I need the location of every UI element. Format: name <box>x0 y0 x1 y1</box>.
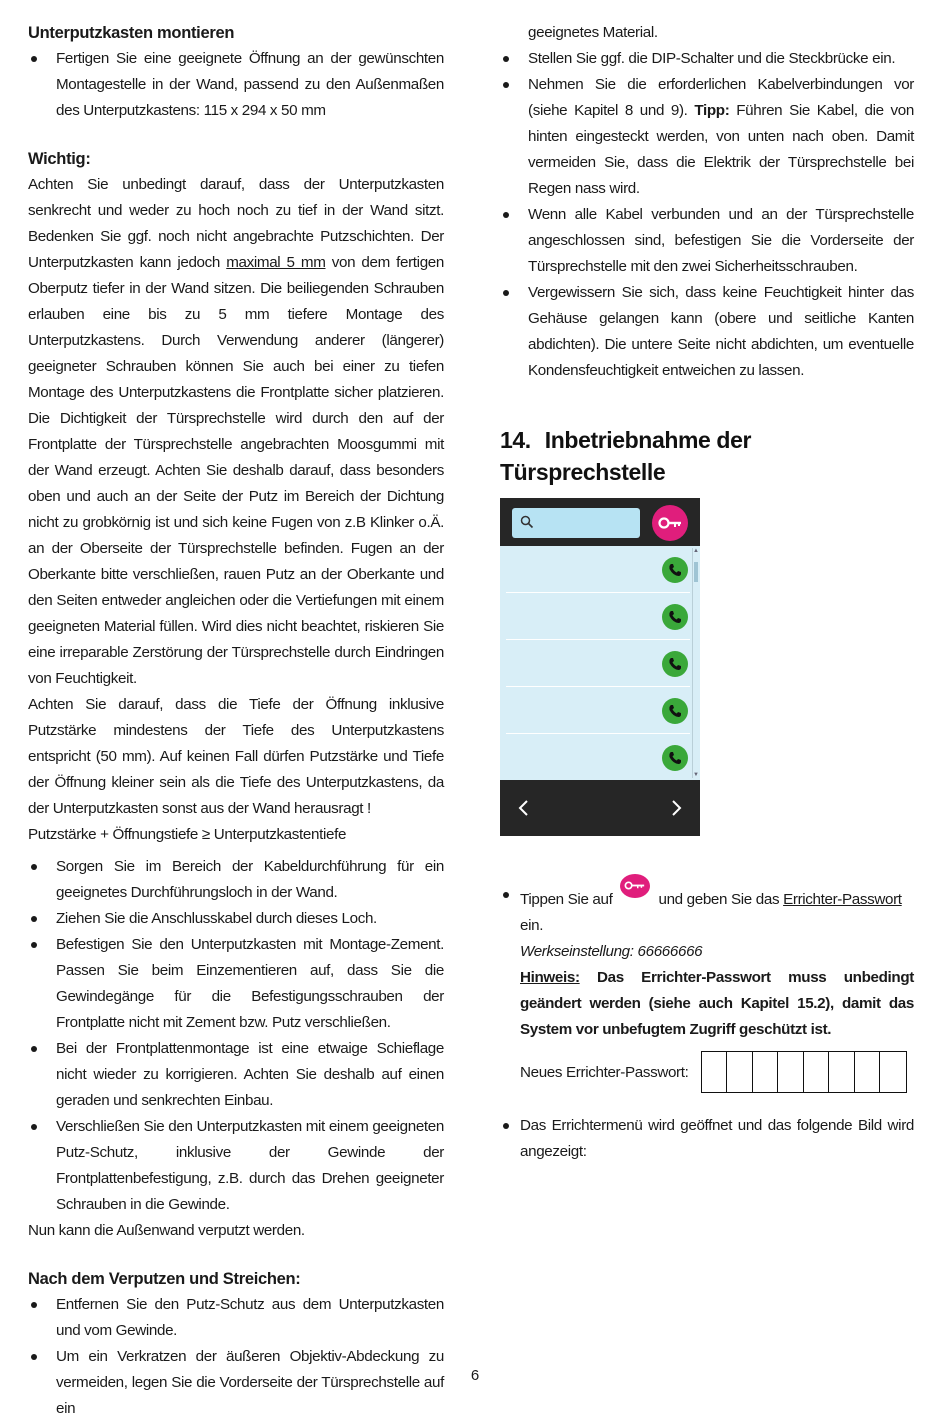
list-scrollbar[interactable] <box>692 548 699 778</box>
after-plaster-list <box>28 1292 444 1422</box>
important-heading: Wichtig: <box>28 150 91 168</box>
list-item: Das Errichtermenü wird geöffnet und das folgende Bild wird angezeigt: <box>500 1113 914 1165</box>
call-button[interactable] <box>662 698 688 724</box>
list-item: Befestigen Sie den Unterputzkasten mit Montage-Zement. Passen Sie beim Einzementieren auf, dass Sie die Gewindegänge für die Befestigungsschrauben der Frontplatte nicht mit Zement bzw. Putz verschließen. <box>28 932 444 1036</box>
list-item: Tippen Sie auf und geben Sie das Errichter-Passwort ein. Werkseinstellung: 66666666 Hinweis: Das Errichter-Passwort muss unbedingt geändert werden (siehe auch Kapitel 15.2), damit das System vor unbefugtem Zugriff geschützt ist. <box>500 882 914 1043</box>
installer-key-button[interactable] <box>652 505 688 541</box>
call-button[interactable] <box>662 604 688 630</box>
list-item: Ziehen Sie die Anschlusskabel durch dieses Loch. <box>28 906 444 932</box>
factory-setting: Werkseinstellung: 66666666 <box>520 943 703 960</box>
continuation-text: geeignetes Material. <box>528 24 658 41</box>
new-password-label: Neues Errichter-Passwort: <box>520 1063 689 1081</box>
phone-call-icon <box>668 563 682 577</box>
list-entry[interactable] <box>506 593 690 640</box>
mount-list <box>28 46 444 124</box>
list-item: Entfernen Sie den Putz-Schutz aus dem Unterputzkasten und vom Gewinde. <box>28 1292 444 1344</box>
scroll-thumb[interactable] <box>694 562 698 582</box>
depth-paragraph: Achten Sie darauf, dass die Tiefe der Öffnung inklusive Putzstärke mindestens der Tiefe des Unterputzkastens entspricht (50 mm). Auf keinen Fall dürfen Putzstärke und Tiefe der Öffnung kleiner sein als die Tiefe des Unterputzkastens, da der Unterputzkasten sonst aus der Wand herausragt ! <box>28 696 444 817</box>
section-heading-mount: Unterputzkasten montieren <box>28 24 235 42</box>
password-digit-box[interactable] <box>855 1052 881 1092</box>
scroll-up-icon[interactable]: ▲ <box>693 548 699 554</box>
search-icon <box>520 515 534 529</box>
password-digit-box[interactable] <box>702 1052 728 1092</box>
list-item: Nehmen Sie die erforderlichen Kabelverbindungen vor (siehe Kapitel 8 und 9). Tipp: Führen Sie Kabel, die von hinten eingesteckt werden, von unten nach oben. Damit vermeiden Sie, dass die Elektrik der Türsprechstelle bei Regen nass wird. <box>500 72 914 202</box>
page-number: 6 <box>470 1367 480 1384</box>
password-digit-box[interactable] <box>727 1052 753 1092</box>
menu-open-list <box>500 1113 914 1165</box>
chapter-heading: 14. Inbetriebnahme der Türsprechstelle <box>500 427 752 485</box>
password-digit-box[interactable] <box>778 1052 804 1092</box>
depth-formula: Putzstärke + Öffnungstiefe ≥ Unterputzkastentiefe <box>28 826 347 843</box>
list-item: Sorgen Sie im Bereich der Kabeldurchführung für ein geeignetes Durchführungsloch in der Wand. <box>28 854 444 906</box>
list-item: Vergewissern Sie sich, dass keine Feuchtigkeit hinter das Gehäuse gelangen kann (obere und seitliche Kanten abdichten). Die untere Seite nicht abdichten, um eventuelle Kondensfeuchtigkeit entweichen zu lassen. <box>500 280 914 384</box>
list-entry[interactable] <box>506 640 690 687</box>
connection-list <box>500 46 914 384</box>
key-icon <box>658 514 682 532</box>
right-column <box>500 20 914 1165</box>
list-item: Stellen Sie ggf. die DIP-Schalter und die Steckbrücke ein. <box>500 46 914 72</box>
chevron-right-icon[interactable] <box>666 796 686 820</box>
hint-text: Hinweis: Das Errichter-Passwort muss unbedingt geändert werden (siehe auch Kapitel 15.2), damit das System vor unbefugtem Zugriff geschützt ist. <box>520 969 914 1038</box>
new-password-field[interactable] <box>701 1051 907 1093</box>
password-digit-box[interactable] <box>829 1052 855 1092</box>
list-item: Verschließen Sie den Unterputzkasten mit einem geeigneten Putz-Schutz, inklusive der Gewinde der Frontplattenbefestigung, z.B. durch das Drehen geeigneter Schrauben in die Gewinde. <box>28 1114 444 1218</box>
list-entry[interactable] <box>506 687 690 734</box>
search-field[interactable] <box>512 508 640 538</box>
password-digit-box[interactable] <box>753 1052 779 1092</box>
list-entry[interactable] <box>506 546 690 593</box>
list-item: Fertigen Sie eine geeignete Öffnung an der gewünschten Montagestelle in der Wand, passend zu den Außenmaßen des Unterputzkastens: 115 x 294 x 50 mm <box>28 46 444 124</box>
password-digit-box[interactable] <box>804 1052 830 1092</box>
new-password-row <box>500 1051 914 1093</box>
list-item: Wenn alle Kabel verbunden und an der Türsprechstelle angeschlossen sind, befestigen Sie die Vorderseite der Türsprechstelle mit den zwei Sicherheitsschrauben. <box>500 202 914 280</box>
phone-call-icon <box>668 610 682 624</box>
call-button[interactable] <box>662 745 688 771</box>
list-item: Bei der Frontplattenmontage ist eine etwaige Schieflage nicht wieder zu korrigieren. Achten Sie deshalb auf einen geraden und senkrechten Einbau. <box>28 1036 444 1114</box>
section-heading-after-plaster: Nach dem Verputzen und Streichen: <box>28 1270 301 1288</box>
screen-header <box>500 498 700 546</box>
contact-list <box>500 546 700 780</box>
call-button[interactable] <box>662 557 688 583</box>
errichter-password-term: Errichter-Passwort <box>783 891 902 908</box>
inline-key-icon <box>620 882 650 908</box>
closing-line: Nun kann die Außenwand verputzt werden. <box>28 1222 305 1239</box>
password-digit-box[interactable] <box>880 1052 906 1092</box>
phone-call-icon <box>668 751 682 765</box>
list-entry[interactable] <box>506 734 690 780</box>
install-list <box>28 854 444 1218</box>
important-paragraph: Achten Sie unbedingt darauf, dass der Unterputzkasten senkrecht und weder zu hoch noch zu tief in der Wand sitzt. Bedenken Sie ggf. noch nicht angebrachte Putzschichten. Der Unterputzkasten kann jedoch maximal 5 mm von dem fertigen Oberputz tiefer in der Wand sitzen. Die beiliegenden Schrauben erlauben eine bis zu 5 mm tiefere Montage des Unterputzkastens. Durch Verwendung anderer (längerer) geeigneter Schrauben können Sie auch bei einer zu tiefen Montage des Unterputzkastens die Frontplatte sicher platzieren. Die Dichtigkeit der Türsprechstelle wird durch den auf der Frontplatte der Türsprechstelle angebrachten Moosgummi mit der Wand erzeugt. Achten Sie deshalb darauf, dass besonders oben und auch an der Seite der Putz im Bereich der Dichtung nicht zu grobkörnig ist und sich keine Fugen von z.B Klinker o.Ä. an der Oberseite der Türsprechstelle befinden. Fugen an der Oberkante bitte verschließen, rauen Putz an der Oberkante und den Seiten entweder angleichen oder die Vertiefungen mit einem geeigneten Material füllen. Wird dies nicht beachtet, riskieren Sie eine irreparable Zerstörung der Türsprechstelle durch Eindringen von Feuchtigkeit. <box>28 176 444 687</box>
call-button[interactable] <box>662 651 688 677</box>
phone-call-icon <box>668 657 682 671</box>
left-column <box>28 20 444 1422</box>
phone-call-icon <box>668 704 682 718</box>
scroll-down-icon[interactable]: ▼ <box>693 772 699 778</box>
list-item: Um ein Verkratzen der äußeren Objektiv-Abdeckung zu vermeiden, legen Sie die Vorderseite der Türsprechstelle auf ein <box>28 1344 444 1422</box>
startup-list <box>500 882 914 1043</box>
chevron-left-icon[interactable] <box>514 796 534 820</box>
installer-screen-mockup <box>500 498 700 836</box>
screen-footer <box>500 780 700 836</box>
